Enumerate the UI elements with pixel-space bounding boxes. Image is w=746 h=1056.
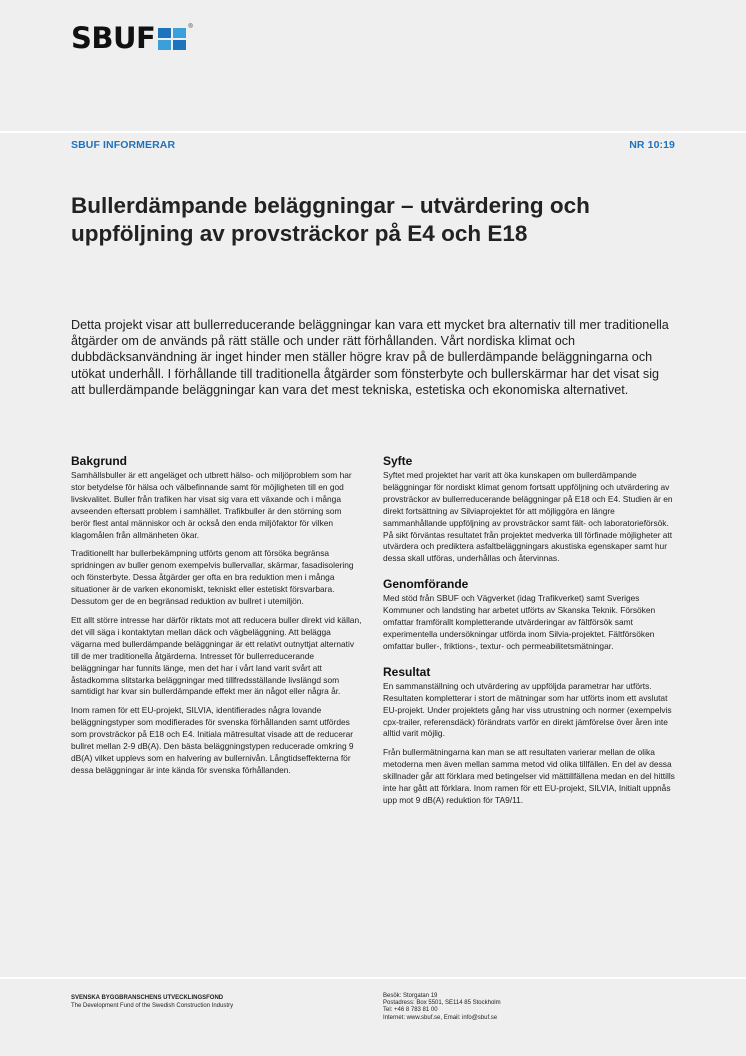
visit-address: Besök: Storgatan 19 bbox=[383, 993, 438, 999]
section-genomforande bbox=[383, 577, 675, 653]
paragraph: Med stöd från SBUF och Vägverket (idag Trafikverket) samt Sveriges Kommuner och landsting har arbetet utförts av Skanska Teknik. Försöken omfattar framförallt kompletterande utvärderingar av fältförsök samt experimentella undersökningar utförda inom Silvia-projektet. Fältförsöken omfattar buller-, friktions-, textur- och permeabilitetsmätningar. bbox=[383, 593, 656, 651]
org-name: SVENSKA BYGGBRANSCHENS UTVECKLINGSFOND bbox=[71, 995, 224, 1001]
paragraph: En sammanställning och utvärdering av uppföljda parametrar har utförts. Resultaten kompletterar i stort de mätningar som har utförts inom ett avslutat EU-projekt. Under projektets gång har viss utrustning och normer (exempelvis cpx-trailer, referensdäck) förändrats varför en direkt jämförelse över åren inte alltid varit möjlig. bbox=[383, 680, 672, 739]
org-name-english: The Development Fund of the Swedish Construction Industry bbox=[71, 1002, 234, 1009]
footer-contact bbox=[383, 993, 501, 1022]
band-label: SBUF INFORMERAR bbox=[71, 139, 176, 151]
section-heading: Syfte bbox=[383, 454, 413, 468]
lead-paragraph: Detta projekt visar att bullerreducerande beläggningar kan vara ett mycket bra alternativ till mer traditionella åtgärder om de används på rätt ställe och under rätt förhållanden. Vårt nordiska klimat och dubbdäcksanvändning är inget hinder men ställer högre krav på de bullerdämpande beläggningarna och utökat underhåll. I förhållande till traditionella åtgärder som fönsterbyte och bullerskärmar har det visat sig att bullerdämpande beläggningar kan vara det mest tekniska, estetiska och ekonomiska alternativet. bbox=[71, 318, 669, 397]
registered-mark: ® bbox=[188, 24, 193, 30]
logo-text: SBUF bbox=[71, 21, 156, 55]
section-heading: Resultat bbox=[383, 664, 431, 679]
document-title: Bullerdämpande beläggningar – utvärdering och uppföljning av provsträckor på E4 och E18 bbox=[71, 193, 590, 246]
section-heading: Genomförande bbox=[383, 577, 469, 592]
info-band bbox=[71, 139, 675, 151]
logo-mark-icon bbox=[158, 28, 186, 50]
paragraph: Traditionellt har bullerbekämpning utförts genom att försöka begränsa spridningen av buller genom exempelvis bullervallar, skärmar, fasadisolering och fönsterbyte. Dessa åtgärder ger ofta en bra reduktion men i många situationer är de varken ekonomiskt, tekniskt eller estetiskt försvarbara. Dessutom ger de en begränsad reduktion av bullret i utemiljön. bbox=[71, 548, 354, 607]
paragraph: Ett allt större intresse har därför riktats mot att reducera buller direkt vid källan, det vill säga i kontaktytan mellan däck och vägbeläggning. Att belägga vägarna med bullerdämpande beläggningar är ett relativt outnyttjat alternativ till de mer traditionella åtgärderna. Intresset för bullerreducerande beläggningar har funnits länge, men det har i vårt land varit svårt att åstadkomma slitstarka beläggningar med tillfredsställande livslängd som samtidigt har kvar sin bullerdämpande effekt mer än något eller några år. bbox=[71, 614, 362, 697]
paragraph: Inom ramen för ett EU-projekt, SILVIA, identifierades några lovande beläggningstyper som modifierades för svenska förhållanden samt utfördes som provsträckor på E18 och E4. Initiala mätresultat visade att de reducerar bullret mellan 2-9 dB(A). Den bästa beläggningstypen reducerade omkring 9 dB(A) vilket upplevs som en halvering av bullernivån. Långtidseffekterna för dessa beläggningar är inte kända för svenska förhållanden. bbox=[71, 705, 354, 775]
footer-divider bbox=[0, 977, 746, 979]
paragraph: Syftet med projektet har varit att öka kunskapen om bullerdämpande beläggningar för nordiskt klimat genom fortsatt uppföljning och utvärdering av provsträckor av bullerreducerande beläggningar på E18 och E4. Studien är en direkt fortsättning av Silviaprojektet för att möjliggöra en längre sammanhållande uppföljning av provsträckor samt fält- och laboratorieförsök. På sikt förväntas resultatet från projektet medverka till förfinade möjligheter att utvärdera och prediktera asfaltbeläggningars akustiska egenskaper samt hur dessa skall utföras, underhållas och återvinnas. bbox=[383, 470, 673, 564]
section-resultat bbox=[383, 665, 675, 807]
paragraph: Från bullermätningarna kan man se att resultaten varierar mellan de olika metoderna men även mellan samma metod vid olika tillfällen. En del av dessa skillnader går att förklara med betingelser vid mättillfällena medan en del hittills inte har gått att förklara. Inom ramen för ett EU-projekt, SILVIA, Initialt uppnås upp mot 9 dB(A) reduktion för TA9/11. bbox=[383, 747, 675, 805]
footer-organization bbox=[71, 995, 233, 1010]
paragraph: Samhällsbuller är ett angeläget och utbrett hälso- och miljöproblem som har stor betydelse för hälsa och välbefinnande samt för möjligheten till en god livskvalitet. Buller från trafiken har visat sig vara ett växande och i många avseenden eftersatt problem i samhället. Trafikbuller är den störning som berör flest antal människor och är också den enda miljöfaktor för vilken klagomålen från allmänheten ökar. bbox=[71, 470, 352, 540]
left-column bbox=[71, 454, 363, 789]
header-divider bbox=[0, 131, 746, 133]
postal-address: Postadress: Box 5501, SE114 85 Stockholm bbox=[383, 1000, 501, 1007]
sbuf-logo bbox=[71, 21, 193, 55]
section-heading: Bakgrund bbox=[71, 454, 128, 468]
section-syfte bbox=[383, 454, 675, 565]
section-bakgrund bbox=[71, 454, 363, 777]
issue-number: NR 10:19 bbox=[629, 139, 675, 151]
internet-email: Internet: www.sbuf.se, Email: info@sbuf.se bbox=[383, 1014, 498, 1021]
right-column bbox=[383, 454, 675, 819]
phone: Tel: +46 8 783 81 00 bbox=[383, 1007, 438, 1014]
